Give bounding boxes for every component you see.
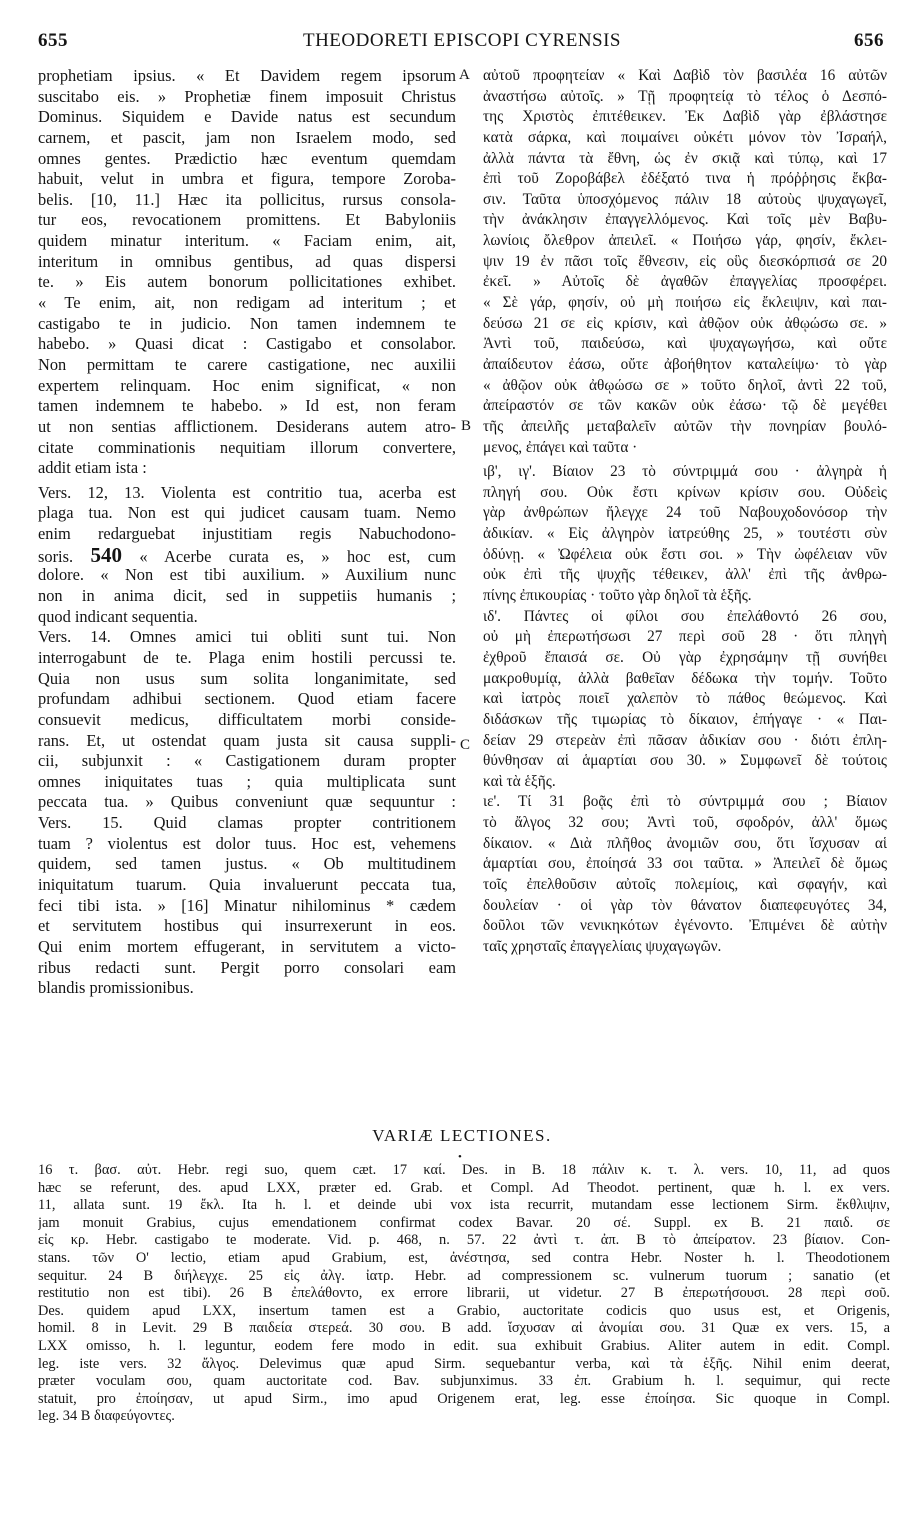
page-header (36, 30, 888, 58)
margin-mark-b: B (461, 418, 472, 434)
greek-line: δείαν 29 στερεὰν ἐπὶ πᾶσαν ἀδικίαν σου · διότι ἐπλη- (483, 731, 887, 749)
greek-line: τῆς ἀπειλῆς μεταβαλεῖν αὐτῶν τὴν πονηρίαν βουλό- (483, 417, 887, 435)
note-line: 16 τ. βασ. αὐτ. Hebr. regi suo, quem cæt. 17 καί. Des. in B. 18 πάλιν κ. τ. λ. vers. 10, 11, ad quos (38, 1162, 890, 1178)
greek-line: αὐτοῦ προφητείαν « Καὶ Δαβὶδ τὸν βασιλέα 16 αὐτῶν (483, 67, 887, 84)
latin-line: castigabo te in judicio. Non tamen indemnem te (38, 313, 456, 333)
note-line: statuit, pro ἐποίησαν, ut apud Sirm., imo apud Origenem erat, leg. esse ἐποίησα. Sic quoque in Compl. (38, 1390, 890, 1407)
variae-lectiones-notes (38, 1162, 890, 1426)
latin-line: enim redarguebat injustitiam regis Nabuchodono- (38, 524, 456, 544)
note-line: stans. τῶν O' lectio, etiam apud Grabium, est, ἀνέστησα, sed contra Hebr. Noster h. l. Theodotionem (38, 1249, 890, 1266)
greek-verse-heading: ιε'. Τί 31 βοᾷς ἐπὶ τὸ σύντριμμά σου ; Βίαιον (483, 793, 887, 811)
greek-line: δεύσω 21 σε εἰς κρίσιν, καὶ ἀθῷον οὐκ ἀθῳώσω σε. » (483, 314, 887, 332)
note-line: leg. iste vers. 32 ἄλγος. Delevimus quæ apud Sirm. sequebantur verba, καὶ τὰ ἑξῆς. Nihil enim deerat, (38, 1355, 890, 1372)
latin-line: plaga tua. Non est qui judicet causam tuam. Nemo (38, 503, 456, 523)
note-line: homil. 8 in Levit. 29 B παιδεία στερεά. 30 σου. B add. ἴσχυσαν αἱ ἀνομίαι σου. 31 Quæ ex vers. 15, a (38, 1320, 890, 1337)
greek-line: τὸ ἄλγος 32 σου; Ἀντὶ τοῦ, σφοδρόν, ἀλλ' ὅμως (483, 814, 887, 832)
greek-line: ἐπὶ τοῦ Ζοροβάβελ ἐδέξατό τινα ἡ πρόῤῥησις ἔκβα- (483, 170, 887, 188)
note-line: sequitur. 24 B διήλεγχε. 25 εἰς ἀλγ. ἰατρ. Hebr. ad compressionem sc. vulnerum tuorum ; sanatio (et (38, 1267, 890, 1284)
latin-line: profundam adhibui sectionem. Quod etiam facere (38, 689, 456, 709)
note-line: leg. 34 B διαφεύγοντες. (38, 1408, 175, 1425)
latin-line: suscitabo eis. » Prophetiæ finem imposuit Christus (38, 86, 456, 106)
greek-line: μενος, ἐπάγει καὶ ταῦτα · (483, 438, 638, 456)
greek-line: καὶ τὰ ἑξῆς. (483, 772, 556, 790)
latin-line: habebo. » Quasi dicat : Castigabo et consolabor. (38, 334, 456, 354)
latin-line: te. » Eis autem bonorum pollicitationes exhibet. (38, 272, 456, 292)
greek-line: ἀπαίδευτον ἐάσω, οὔτε ἀβοήθητον καταλείψω· τὸ γὰρ (483, 355, 887, 373)
latin-line: ribus redacti sunt. Pergit porro consolari eam (38, 957, 456, 977)
separator-dot: • (458, 1151, 462, 1163)
greek-line: δουλείαν · οἱ γὰρ τὸν θάνατον διαπεφευγότες 34, (483, 896, 887, 914)
greek-line: ὀδύνῃ. « Ὠφέλεια οὐκ ἔστι σοι. » Τὴν ὠφέλειαν νῦν (483, 545, 887, 563)
latin-line: blandis promissionibus. (38, 978, 194, 998)
page-number-right: 656 (854, 30, 884, 51)
greek-line: διδάσκων τῆς τιμωρίας τὸ δίκαιον, ἐπήγαγε · « Παι- (483, 710, 887, 728)
latin-line: Quia non usus sum solita longanimitate, sed (38, 668, 456, 688)
latin-line: habuit, velut in umbra et figura, tempore Zoroba- (38, 169, 456, 189)
greek-line: πληγή σου. Οὐκ ἔστι κρίνων κρίσιν σου. Οὐδεὶς (483, 483, 887, 501)
greek-line: κατὰ σάρκα, καὶ ποιμαίνει οὐκέτι μόνον τὸν Ἰσραήλ, (483, 128, 887, 146)
margin-mark-c: C (460, 737, 471, 753)
greek-line: πίνης ἐπικουρίας · τοῦτο γὰρ δηλοῖ τὰ ἑξῆς. (483, 587, 752, 605)
page-number-left: 655 (38, 30, 68, 51)
greek-line: ἀπείραστόν σε τῶν κακῶν οὐκ ἐάσω· τῷ δὲ μεγέθει (483, 397, 887, 415)
latin-line: carnem, et pascit, jam non Israelem modo, sed (38, 127, 456, 147)
latin-column (38, 66, 456, 999)
note-line: præter voculam σου, quam auctoritate cod. Bav. subjunximus. 33 ἐπ. Grabium h. l. sequimur, qui recte (38, 1373, 890, 1390)
greek-line: δοῦλοι τῶν νενικηκότων ἐγένοντο. Ἐπιμένει δὲ αὐτὴν (483, 917, 887, 935)
greek-line: ἐκεῖ. » Αὐτοῖς δὲ ἀγαθῶν ἐπαγγελίας προσφέρει. (483, 273, 887, 291)
greek-line: ἁμαρτίαι σου, ἐποίησά 33 σοι ταῦτα. » Ἀπειλεῖ δὲ ὅμως (483, 855, 887, 873)
greek-line: ἐχθροῦ ἔπαισά σε. Οὐ γὰρ ἐχρησάμην τῇ συνήθει (483, 648, 887, 666)
greek-line: τοῖς ἐπελθοῦσιν αὐτοῖς πολεμίοις, καὶ σφαγήν, καὶ (483, 875, 887, 893)
latin-line: tur eos, revocationem promittens. Et Babyloniis (38, 210, 456, 230)
latin-line: addit etiam ista : (38, 458, 147, 478)
greek-line: δίκαιον. « Διὰ πλῆθος ἀνομιῶν σου, ὅτι ἴσχυσαν αἱ (483, 834, 887, 852)
latin-line: quidem minatur interitum. « Faciam enim, ait, (38, 231, 456, 251)
greek-verse-heading: ιδ'. Πάντες οἱ φίλοι σου ἐπελάθοντό 26 σου, (483, 607, 887, 625)
greek-line: καὶ ἰατρὸς ποιεῖ χαλεπὸν τὸ πάθος θεώμενος. Καὶ (483, 690, 887, 708)
latin-line-start: soris. (38, 546, 74, 566)
latin-line: prophetiam ipsius. « Et Davidem regem ipsorum (38, 66, 456, 85)
greek-column (483, 66, 887, 958)
greek-line: σιν. Ταῦτα ὑποσχόμενος πάλιν 18 αὐτοὺς ψυχαγωγεῖ, (483, 190, 887, 208)
note-line: Des. quidem apud LXX, insertum tamen est a Grabio, auctoritate codicis quo usus est, et Origenis, (38, 1302, 890, 1319)
latin-line (38, 545, 456, 566)
latin-line: interitum in omnibus gentibus, ad quas dispersi (38, 251, 456, 271)
latin-line: omnes gentes. Prædictio hæc eventum quemdam (38, 148, 456, 168)
note-line: jam monuit Grabius, cujus emendationem confirmat codex Bavar. 20 σέ. Suppl. ex B. 21 παιδ. σε (38, 1214, 890, 1231)
greek-line: μακροθυμίᾳ, ἀλλὰ βαθεῖαν δέδωκα τὴν τομήν. Τοῦτο (483, 669, 887, 687)
greek-line: της Χριστὸς ἐπιτέθεικεν. Ἐκ Δαβὶδ γὰρ ἐβλάστησε (483, 108, 887, 126)
latin-verse-heading: Vers. 12, 13. Violenta est contritio tua, acerba est (38, 482, 456, 502)
latin-line: iniquitatum tuarum. Quia invaluerunt peccata tua, (38, 874, 456, 894)
greek-line: γὰρ ἀνθρώπων ἤλεγχε 24 τοῦ Ναβουχοδονόσορ τὴν (483, 504, 887, 522)
greek-line: ψιν 19 ἐν πᾶσι τοῖς ἔθνεσιν, εἰς οὓς διεσκόρπισά σε 20 (483, 252, 887, 270)
greek-line: ἀδικίαν. « Εἰς ἀλγηρὸν ἰατρεύθης 25, » τουτέστι σὺν (483, 525, 887, 543)
latin-line: dolore. « Non est tibi auxilium. » Auxilium nunc (38, 565, 456, 585)
greek-verse-heading: ιβ', ιγ'. Βίαιον 23 τὸ σύντριμμά σου · ἀλγηρὰ ἡ (483, 463, 887, 481)
greek-line: « Σὲ γάρ, φησίν, οὐ μὴ ποιήσω εἰς ἔκλειψιν, καὶ παι- (483, 294, 887, 312)
latin-line: « Te enim, ait, non redigam ad interitum ; et (38, 293, 456, 313)
latin-line: interrogabunt de te. Plaga enim hostili percussi te. (38, 647, 456, 667)
latin-line: quidem, sed tamen justus. « Ob multitudinem (38, 854, 456, 874)
note-line: LXX omisso, h. l. leguntur, eodem fere modo in edit. sua exhibuit Grabius. Aliter autem in edit. Compl. (38, 1337, 890, 1354)
running-title: THEODORETI EPISCOPI CYRENSIS (302, 30, 622, 51)
note-line: εἰς κρ. Hebr. castigabo te moderate. Vid. p. 468, n. 57. 22 ἀντὶ τ. ἀπ. B τὸ ἀπείρατον. 23 βίαιον. Con- (38, 1232, 890, 1249)
variae-lectiones-heading: VARIÆ LECTIONES. (372, 1126, 552, 1145)
latin-line: citate comminationis nequitiam illorum convertere, (38, 437, 456, 457)
latin-line: ut non sentias afflictionem. Desiderans autem atro- (38, 416, 456, 436)
latin-line: consuevit medicus, difficultatem morbi conside- (38, 709, 456, 729)
greek-line: « ἀθῷον οὐκ ἀθῳώσω σε » τοῦτο δηλοῖ, ἀντὶ 22 τοῦ, (483, 376, 887, 394)
latin-line: non in anima dicit, sed in suppetiis humanis ; (38, 586, 456, 606)
latin-line: et servitutem hostibus qui insurrexerunt in eos. (38, 916, 456, 936)
greek-line: λωνίοις ὄλεθρον ἀπειλεῖ. « Ποιήσω γάρ, φησίν, ἔκλει- (483, 232, 887, 250)
latin-line: peccata tua. » Quibus conveniunt quæ sequuntur : (38, 792, 456, 812)
latin-line: feci tibi ista. » [16] Minatur nihilominus * cædem (38, 895, 456, 915)
latin-line: tuam ? violentus est dolor tuus. Hoc est, vehemens (38, 833, 456, 853)
note-line: hæc se referunt, des. apud LXX, præter ed. Grab. et Compl. Ad Theodot. pertinent, quæ h. l. ex vers. (38, 1179, 890, 1196)
latin-line: omnes iniquitates tuas ; quia multiplicata sunt (38, 771, 456, 791)
note-line: 11, allata sunt. 19 ἔκλ. Ita h. l. et deinde ubi vox ista recurrit, mutandam esse lectionem Sirm. ἔκθλιψιν, (38, 1197, 890, 1214)
greek-line: ἀλλὰ πάντα τὰ ἔθνη, ὡς ἐν σκιᾷ καὶ τύπῳ, καὶ 17 (483, 149, 887, 167)
greek-line: οὐ μὴ ἐπερωτήσωσι 27 περὶ σοῦ 28 · ὅτι πληγὴ (483, 628, 887, 646)
latin-line: belis. [10, 11.] Hæc ita pollicitus, rursus consola- (38, 189, 456, 209)
latin-line: expertem relinquam. Hoc enim significat, « non (38, 375, 456, 395)
note-line: restitutio non est tibi). 26 B ἐπελάθοντο, ex errore librarii, ut videtur. 27 B ἐπερωτήσουσι. 28 περὶ σοῦ. (38, 1285, 890, 1302)
greek-line: Ἀντὶ τοῦ, παιδεύσω, καὶ ψυχαγωγήσω, καὶ οὔτε (483, 335, 887, 353)
latin-line: cii, subjunxit : « Castigationem duram propter (38, 751, 456, 771)
greek-line: ταῖς χρησταῖς ἐπαγγελίαις ψυχαγωγῶν. (483, 937, 722, 955)
greek-line: οὐκ ἐπὶ τῆς ψυχῆς τέθεικεν, ἀλλ' ἐπὶ τῆς ἀνθρω- (483, 566, 887, 584)
latin-line: quod indicant sequentia. (38, 606, 198, 626)
latin-line: tamen indemnem te habebo. » Id est, non feram (38, 396, 456, 416)
greek-line: τὴν ἀνάκλησιν ἐπαγγελλόμενος. Καὶ τοῖς μὲν Βαβυ- (483, 211, 887, 229)
column-number: 540 (90, 544, 122, 566)
latin-line-end: « Acerbe curata es, » hoc est, cum (139, 546, 456, 566)
latin-line: rans. Et, ut ostendat quam justa sit causa suppli- (38, 730, 456, 750)
latin-line: Dominus. Siquidem e Davide natus est secundum (38, 107, 456, 127)
latin-verse-heading: Vers. 15. Quid clamas propter contritionem (38, 813, 456, 833)
latin-verse-heading: Vers. 14. Omnes amici tui obliti sunt tui. Non (38, 627, 456, 647)
latin-line: Non permittam te carere castigatione, nec auxilii (38, 354, 456, 374)
margin-mark-a: A (459, 67, 470, 83)
greek-line: θύνθησαν αἱ ἁμαρτίαι σου 30. » Συμφωνεῖ δὲ τούτοις (483, 752, 887, 770)
latin-line: Qui enim mortem effugerant, in servitutem a victo- (38, 936, 456, 956)
greek-line: ἀναστήσω αὐτοῖς. » Τῇ προφητείᾳ τὸ τέλος ὁ Δεσπό- (483, 87, 887, 105)
